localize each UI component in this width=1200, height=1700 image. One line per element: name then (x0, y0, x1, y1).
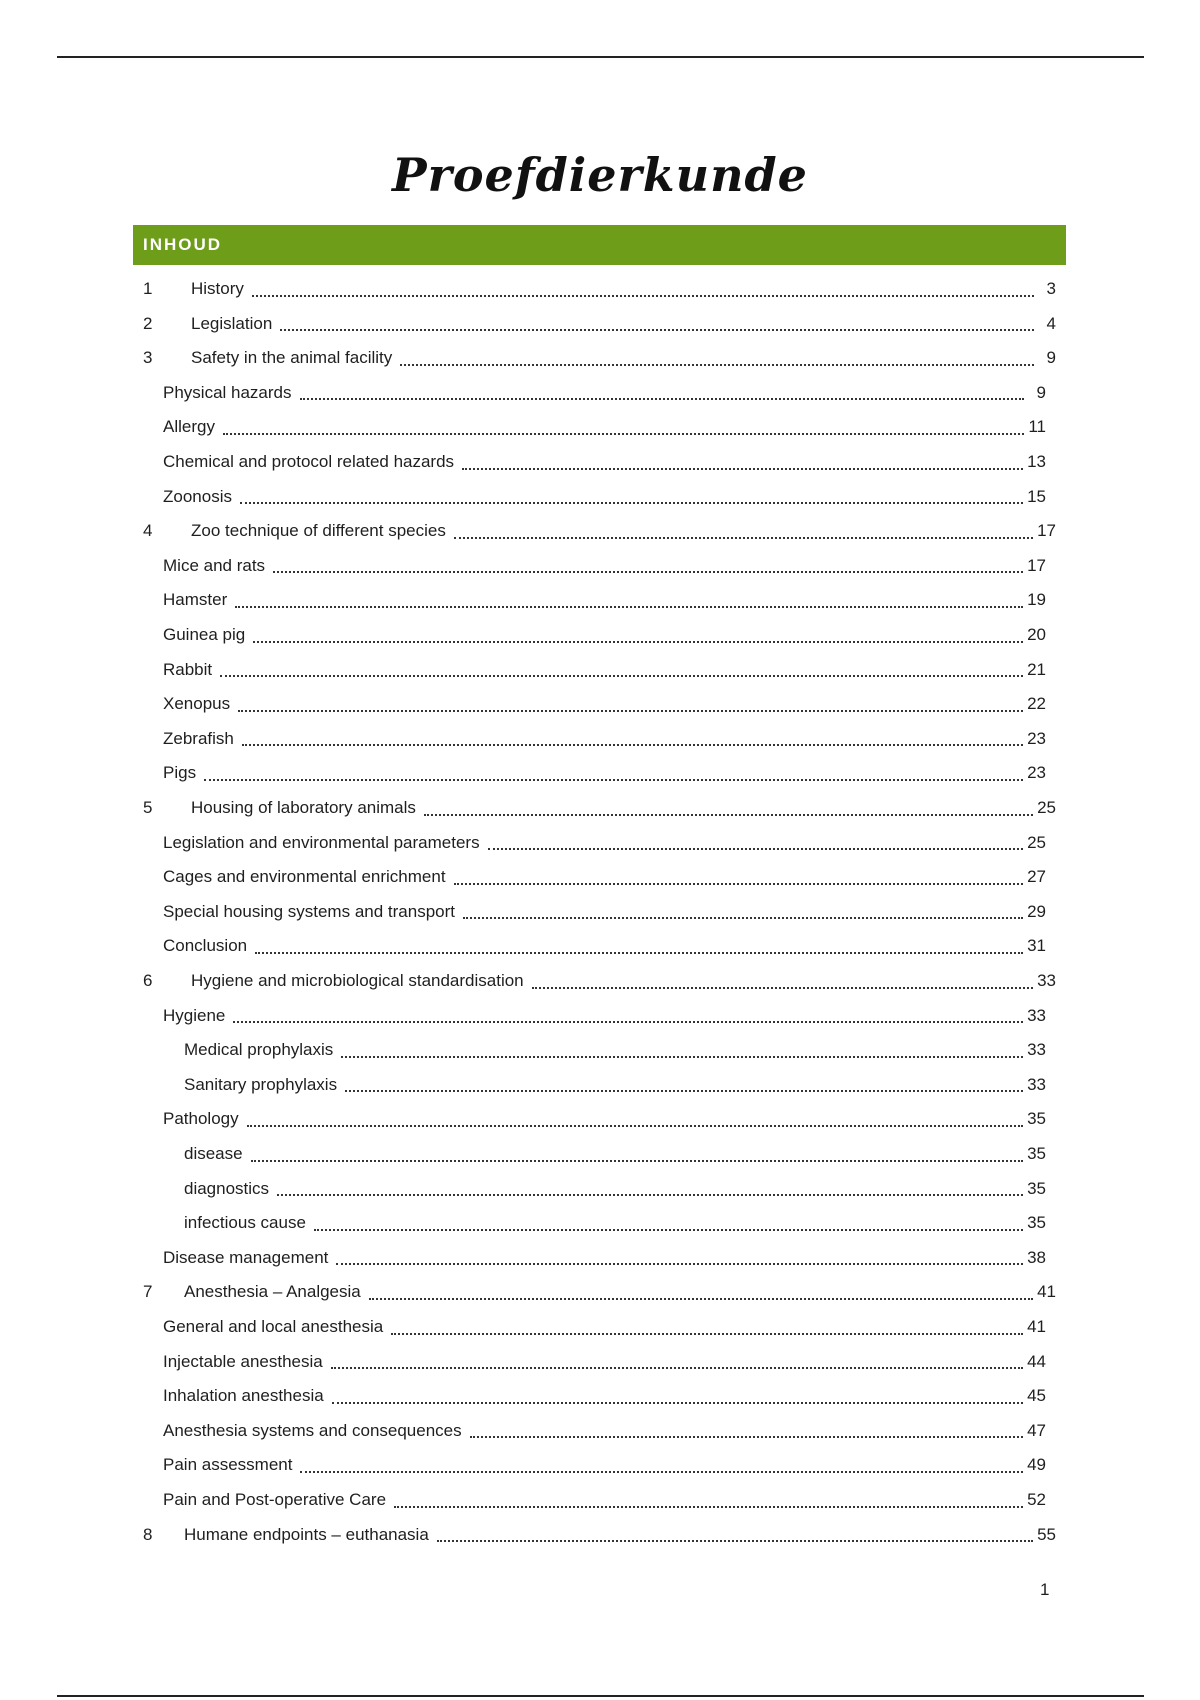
toc-entry[interactable] (143, 1275, 1056, 1309)
toc-entry[interactable] (163, 1448, 1046, 1482)
toc-entry-page: 23 (1027, 728, 1046, 748)
toc-entry-page: 44 (1027, 1351, 1046, 1371)
toc-entry-title: Rabbit (163, 659, 213, 679)
toc-entry-title: Anesthesia – Analgesia (184, 1282, 361, 1302)
toc-entry[interactable] (184, 1206, 1046, 1240)
toc-leader-dots (300, 397, 1024, 400)
toc-heading-banner (133, 225, 1066, 265)
toc-entry[interactable] (163, 1379, 1046, 1413)
toc-entry[interactable] (163, 722, 1046, 756)
toc-leader-dots (314, 1228, 1023, 1231)
toc-leader-dots (470, 1435, 1023, 1438)
toc-entry-title: Hamster (163, 590, 228, 610)
toc-entry-title: Physical hazards (163, 382, 292, 402)
toc-entry-title: Safety in the animal facility (191, 348, 393, 368)
toc-entry[interactable] (184, 1172, 1046, 1206)
toc-entry-page: 35 (1027, 1213, 1046, 1233)
toc-entry-title: Medical prophylaxis (184, 1040, 334, 1060)
toc-entry[interactable] (163, 549, 1046, 583)
toc-entry[interactable] (163, 1310, 1046, 1344)
toc-entry-page: 35 (1027, 1109, 1046, 1129)
toc-entry-title: Mice and rats (163, 555, 266, 575)
toc-entry-page: 55 (1037, 1524, 1056, 1544)
toc-entry-page: 17 (1027, 555, 1046, 575)
toc-entry[interactable] (163, 826, 1046, 860)
toc-entry[interactable] (143, 791, 1056, 825)
toc-entry-number: 8 (143, 1524, 153, 1544)
toc-leader-dots (336, 1262, 1023, 1265)
toc-entry-title: Anesthesia systems and consequences (163, 1420, 462, 1440)
toc-entry-title: infectious cause (184, 1213, 306, 1233)
toc-entry[interactable] (163, 376, 1046, 410)
toc-entry[interactable] (143, 514, 1056, 548)
toc-leader-dots (277, 1193, 1023, 1196)
toc-entry-page: 13 (1027, 452, 1046, 471)
toc-entry-title: Allergy (163, 417, 215, 437)
toc-entry[interactable] (163, 1414, 1046, 1448)
toc-entry-number: 4 (143, 521, 153, 541)
toc-entry[interactable] (163, 999, 1046, 1033)
toc-entry-title: Conclusion (163, 936, 248, 956)
toc-leader-dots (233, 1020, 1023, 1023)
toc-leader-dots (462, 467, 1023, 470)
toc-entry-title: Pathology (163, 1109, 239, 1129)
toc-entry-title: History (191, 279, 244, 298)
toc-leader-dots (394, 1505, 1023, 1508)
toc-entry[interactable] (163, 583, 1046, 617)
toc-entry[interactable] (163, 756, 1046, 790)
toc-entry-title: General and local anesthesia (163, 1317, 384, 1336)
toc-leader-dots (332, 1401, 1023, 1404)
toc-entry-page: 33 (1037, 971, 1056, 990)
toc-entry-title: Cages and environmental enrichment (163, 867, 446, 887)
toc-entry-title: Injectable anesthesia (163, 1351, 323, 1371)
toc-leader-dots (247, 1124, 1023, 1127)
toc-entry-title: Humane endpoints – euthanasia (184, 1524, 429, 1544)
bottom-rule (57, 1695, 1144, 1697)
toc-entry-number: 6 (143, 971, 153, 990)
toc-entry-page: 9 (1036, 382, 1046, 402)
toc-leader-dots (532, 986, 1033, 989)
toc-entry-page: 20 (1027, 625, 1046, 644)
toc-entry-title: Legislation and environmental parameters (163, 832, 480, 852)
toc-leader-dots (341, 1055, 1023, 1058)
toc-leader-dots (400, 363, 1034, 366)
toc-entry-page: 17 (1037, 521, 1056, 541)
toc-entry-page: 27 (1027, 867, 1046, 887)
toc-entry-page: 33 (1027, 1005, 1046, 1025)
toc-entry-title: Chemical and protocol related hazards (163, 452, 455, 471)
toc-entry[interactable] (163, 653, 1046, 687)
toc-leader-dots (240, 501, 1023, 504)
toc-entry-page: 15 (1027, 486, 1046, 506)
toc-leader-dots (454, 882, 1024, 885)
toc-leader-dots (238, 709, 1023, 712)
toc-entry-title: Pain assessment (163, 1455, 293, 1475)
toc-leader-dots (345, 1089, 1023, 1092)
toc-entry[interactable] (184, 1068, 1046, 1102)
toc-entry-number: 3 (143, 348, 153, 368)
toc-entry-title: Housing of laboratory animals (191, 798, 416, 817)
toc-leader-dots (220, 674, 1023, 677)
toc-entry-page: 35 (1027, 1178, 1046, 1198)
toc-entry-page: 21 (1027, 659, 1046, 679)
toc-entry[interactable] (163, 445, 1046, 479)
toc-leader-dots (454, 536, 1033, 539)
toc-entry-page: 25 (1027, 832, 1046, 852)
toc-leader-dots (424, 813, 1033, 816)
toc-entry-page: 41 (1037, 1282, 1056, 1302)
top-rule (57, 56, 1144, 58)
toc-leader-dots (253, 640, 1023, 643)
toc-entry[interactable] (163, 1102, 1046, 1136)
toc-entry-title: Pigs (163, 763, 197, 783)
toc-entry[interactable] (163, 687, 1046, 721)
toc-entry-title: Disease management (163, 1247, 329, 1267)
toc-entry-page: 3 (1046, 279, 1056, 298)
toc-entry-title: Legislation (191, 313, 273, 333)
page-number: 1 (1040, 1580, 1050, 1599)
toc-entry[interactable] (143, 272, 1056, 306)
toc-leader-dots (437, 1539, 1033, 1542)
toc-leader-dots (463, 916, 1023, 919)
toc-entry-page: 33 (1027, 1074, 1046, 1094)
toc-entry-title: Inhalation anesthesia (163, 1386, 324, 1406)
toc-leader-dots (252, 294, 1034, 297)
toc-entry-number: 5 (143, 798, 153, 817)
toc-leader-dots (300, 1470, 1023, 1473)
toc-entry[interactable] (163, 895, 1046, 929)
toc-entry-title: Sanitary prophylaxis (184, 1074, 338, 1094)
toc-leader-dots (204, 778, 1023, 781)
toc-entry-title: Guinea pig (163, 625, 246, 644)
toc-entry[interactable] (163, 618, 1046, 652)
toc-entry-number: 2 (143, 313, 153, 333)
toc-entry-page: 9 (1046, 348, 1056, 368)
toc-entry[interactable] (143, 964, 1056, 998)
toc-entry[interactable] (163, 929, 1046, 963)
toc-entry[interactable] (163, 860, 1046, 894)
toc-leader-dots (391, 1332, 1023, 1335)
toc-entry-title: Hygiene and microbiological standardisation (191, 971, 524, 990)
toc-leader-dots (369, 1297, 1033, 1300)
toc-entry-page: 29 (1027, 901, 1046, 921)
toc-entry-page: 31 (1027, 936, 1046, 956)
toc-entry[interactable] (163, 1241, 1046, 1275)
toc-entry-page: 4 (1046, 313, 1056, 333)
toc-entry[interactable] (143, 1518, 1056, 1552)
toc-leader-dots (255, 951, 1023, 954)
document-title: Proefdierkunde (392, 148, 808, 202)
toc-entry-title: Xenopus (163, 694, 231, 714)
toc-leader-dots (273, 570, 1023, 573)
toc-entry[interactable] (184, 1137, 1046, 1171)
toc-entry-page: 33 (1027, 1040, 1046, 1060)
toc-entry-title: Special housing systems and transport (163, 901, 455, 921)
toc-entry[interactable] (184, 1033, 1046, 1067)
toc-entry[interactable] (163, 1345, 1046, 1379)
toc-entry-page: 49 (1027, 1455, 1046, 1475)
toc-entry-title: Zoonosis (163, 486, 232, 506)
toc-entry[interactable] (143, 307, 1056, 341)
toc-entry-title: Zebrafish (163, 728, 234, 748)
toc-leader-dots (251, 1159, 1023, 1162)
toc-entry-page: 22 (1027, 694, 1046, 714)
toc-entry-page: 25 (1037, 798, 1056, 817)
toc-entry-title: disease (184, 1144, 243, 1163)
toc-heading: INHOUD (143, 235, 223, 254)
toc-entry-number: 1 (143, 279, 153, 298)
toc-leader-dots (223, 432, 1024, 435)
toc-entry-title: diagnostics (184, 1178, 270, 1198)
toc-entry-number: 7 (143, 1282, 153, 1302)
toc-entry-page: 11 (1028, 417, 1046, 437)
toc-entry[interactable] (163, 480, 1046, 514)
toc-entry[interactable] (143, 341, 1056, 375)
toc-entry-page: 52 (1027, 1490, 1046, 1509)
toc-leader-dots (235, 605, 1023, 608)
toc-entry-page: 47 (1027, 1420, 1046, 1440)
toc-entry-page: 23 (1027, 763, 1046, 783)
toc-leader-dots (331, 1366, 1023, 1369)
toc-leader-dots (488, 847, 1024, 850)
toc-entry-page: 41 (1027, 1317, 1046, 1336)
toc-entry[interactable] (163, 1483, 1046, 1517)
toc-entry-page: 45 (1027, 1386, 1046, 1406)
toc-entry-page: 38 (1027, 1247, 1046, 1267)
toc-entry-title: Zoo technique of different species (191, 521, 446, 541)
toc-entry-page: 19 (1027, 590, 1046, 610)
toc-entry-title: Hygiene (163, 1005, 226, 1025)
toc-entry-page: 35 (1027, 1144, 1046, 1163)
toc-leader-dots (280, 328, 1034, 331)
toc-entry[interactable] (163, 410, 1046, 444)
toc-entry-title: Pain and Post-operative Care (163, 1490, 387, 1509)
toc-leader-dots (242, 743, 1023, 746)
